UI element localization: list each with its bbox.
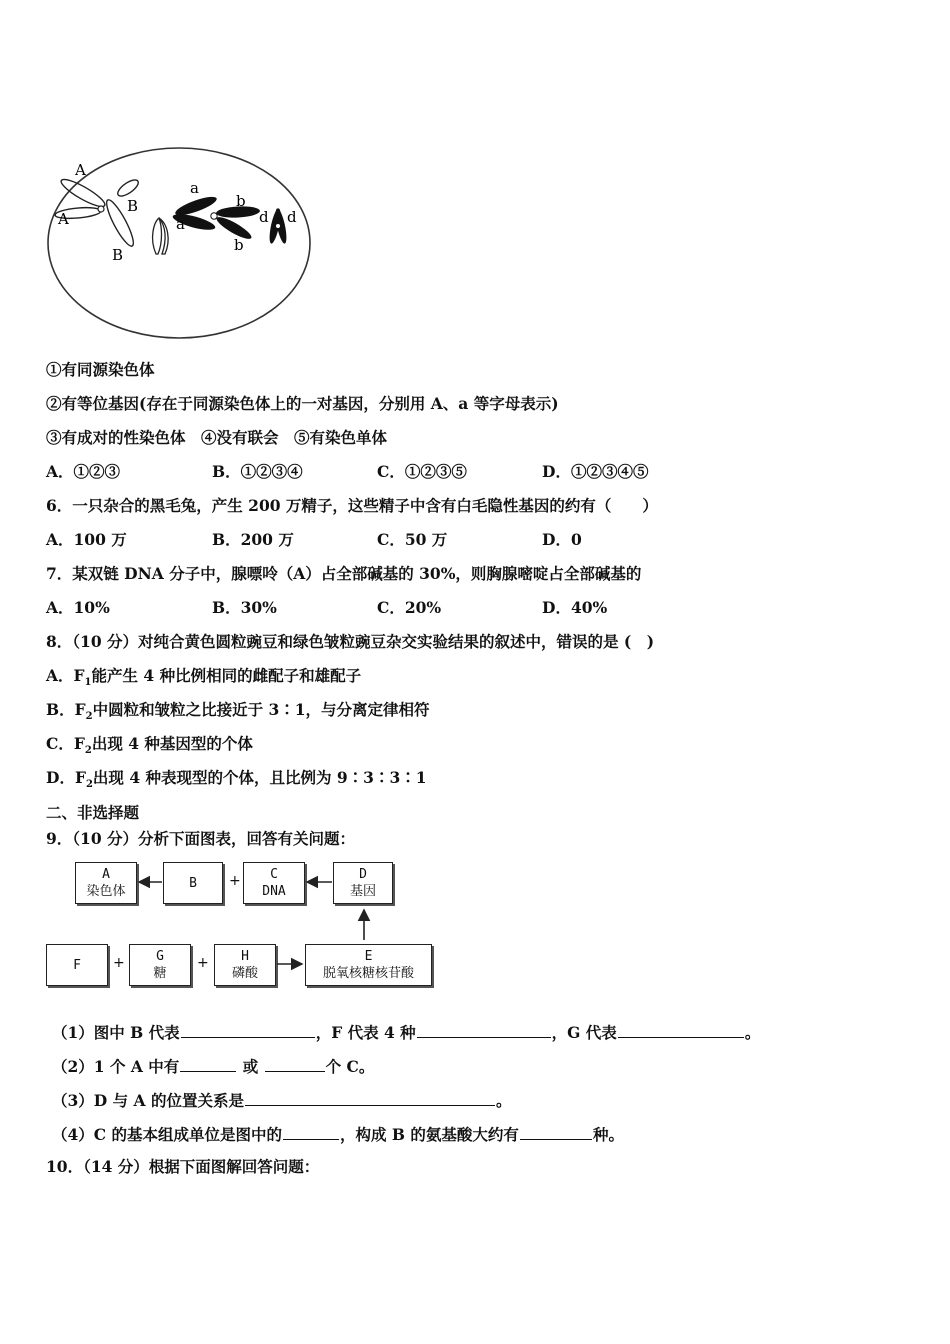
q9-sub3 <box>52 1089 511 1111</box>
q5-statement-1: ①有同源染色体 <box>46 360 155 379</box>
q8-option-b-text: 中圆粒和皱粒之比接近于 3∶1，与分离定律相符 <box>92 700 430 719</box>
q9-sub1-part2: ，F 代表 4 种 <box>315 1023 416 1042</box>
box-e-text: 脱氧核糖核苷酸 <box>322 966 414 981</box>
q5-option-b[interactable]: B．①②③④ <box>212 462 303 481</box>
q6-stem: 6．一只杂合的黑毛兔，产生 200 万精子，这些精子中含有白毛隐性基因的约有（ ） <box>46 496 658 515</box>
q8-option-c-text: 出现 4 种基因型的个体 <box>91 734 253 753</box>
box-a-text: 染色体 <box>86 884 126 899</box>
q7-option-b[interactable]: B．30% <box>212 598 277 617</box>
q8-option-b-prefix: B．F <box>46 700 86 719</box>
q8-option-c-prefix: C．F <box>46 734 85 753</box>
q9-sub3-part2: 。 <box>495 1091 512 1110</box>
q7-option-d[interactable]: D．40% <box>542 598 608 617</box>
plus-sign-2: + <box>113 955 125 971</box>
box-a-letter: A <box>102 867 110 882</box>
q5-option-c[interactable]: C．①②③⑤ <box>377 462 467 481</box>
answer-blank-amino-acids[interactable] <box>520 1123 592 1140</box>
q8-option-c-sub: 2 <box>84 745 92 757</box>
q7-option-a[interactable]: A．10% <box>46 598 110 617</box>
label-d-right: d <box>287 208 297 226</box>
q8-option-a-sub: 1 <box>84 677 92 689</box>
q9-sub1-part1: （1）图中 B 代表 <box>52 1023 180 1042</box>
q8-option-a-prefix: A．F <box>46 666 85 685</box>
q9-sub4-part2: ，构成 B 的氨基酸大约有 <box>340 1125 519 1144</box>
q9-sub1-part3: ，G 代表 <box>551 1023 617 1042</box>
q9-sub2-part3: 个 C。 <box>325 1057 375 1076</box>
plus-sign-3: + <box>197 955 209 971</box>
box-h-letter: H <box>241 949 249 964</box>
q9-sub2-part1: （2）1 个 A 中有 <box>52 1057 180 1076</box>
label-B-right: B <box>127 197 139 215</box>
answer-blank-unit[interactable] <box>283 1123 339 1140</box>
q9-sub4-part1: （4）C 的基本组成单位是图中的 <box>52 1125 283 1144</box>
q6-option-d[interactable]: D．0 <box>542 530 582 549</box>
q9-sub2-part2: 或 <box>237 1057 264 1076</box>
q9-sub4-part3: 种。 <box>592 1125 624 1144</box>
section-heading: 二、非选择题 <box>46 803 140 822</box>
box-c-letter: C <box>270 867 278 882</box>
box-g-text: 糖 <box>153 966 167 981</box>
q8-stem: 8．（10 分）对纯合黄色圆粒豌豆和绿色皱粒豌豆杂交实验结果的叙述中，错误的是 ( ) <box>46 632 655 651</box>
q9-sub2 <box>52 1055 374 1077</box>
q5-statement-3: ③有成对的性染色体 ④没有联会 ⑤有染色单体 <box>46 428 388 447</box>
q6-option-a[interactable]: A．100 万 <box>46 530 127 549</box>
q6-option-c[interactable]: C．50 万 <box>377 530 448 549</box>
q8-option-b-sub: 2 <box>85 711 93 723</box>
q5-statement-2: ②有等位基因(存在于同源染色体上的一对基因，分别用 A、a 等字母表示) <box>46 394 559 413</box>
q10-stem: 10．（14 分）根据下面图解回答问题： <box>46 1157 320 1176</box>
q9-sub1-part4: 。 <box>744 1023 761 1042</box>
q7-option-c[interactable]: C．20% <box>377 598 442 617</box>
box-b-letter: B <box>189 875 197 891</box>
box-d-letter: D <box>359 867 367 882</box>
q9-stem: 9．（10 分）分析下面图表，回答有关问题： <box>46 829 356 848</box>
q7-stem: 7．某双链 DNA 分子中，腺嘌呤（A）占全部碱基的 30%，则胸腺嘧啶占全部碱基的 <box>46 564 642 583</box>
q5-option-a[interactable]: A．①②③ <box>46 462 121 481</box>
box-c-text: DNA <box>262 884 286 899</box>
label-b-top: b <box>236 192 246 210</box>
label-A-left: A <box>58 210 69 228</box>
answer-blank-f[interactable] <box>417 1021 551 1038</box>
q9-sub4 <box>52 1123 624 1145</box>
box-f-letter: F <box>73 957 81 973</box>
label-b-bottom: b <box>234 236 244 254</box>
box-e-letter: E <box>364 949 373 964</box>
label-A-top: A <box>75 161 86 179</box>
box-d-text: 基因 <box>349 884 376 899</box>
q9-sub1 <box>52 1021 760 1043</box>
label-a-top: a <box>190 179 199 197</box>
q8-option-d-sub: 2 <box>85 779 93 791</box>
q5-option-d[interactable]: D．①②③④⑤ <box>542 462 649 481</box>
answer-blank-b[interactable] <box>181 1021 315 1038</box>
answer-blank-c-count-2[interactable] <box>265 1055 325 1072</box>
answer-blank-position[interactable] <box>245 1089 495 1106</box>
label-B-bottom: B <box>112 246 124 264</box>
q8-option-d-prefix: D．F <box>46 768 86 787</box>
label-a-left: a <box>176 215 185 233</box>
q9-sub3-part1: （3）D 与 A 的位置关系是 <box>52 1091 244 1110</box>
box-g-letter: G <box>156 949 164 964</box>
box-h-text: 磷酸 <box>231 966 258 981</box>
q8-option-a-text: 能产生 4 种比例相同的雌配子和雄配子 <box>91 666 362 685</box>
plus-sign-1: + <box>229 873 241 889</box>
answer-blank-g[interactable] <box>618 1021 744 1038</box>
label-d-left: d <box>259 208 269 226</box>
answer-blank-c-count-1[interactable] <box>180 1055 236 1072</box>
q6-option-b[interactable]: B．200 万 <box>212 530 294 549</box>
q8-option-d-text: 出现 4 种表现型的个体，且比例为 9∶3∶3∶1 <box>92 768 427 787</box>
